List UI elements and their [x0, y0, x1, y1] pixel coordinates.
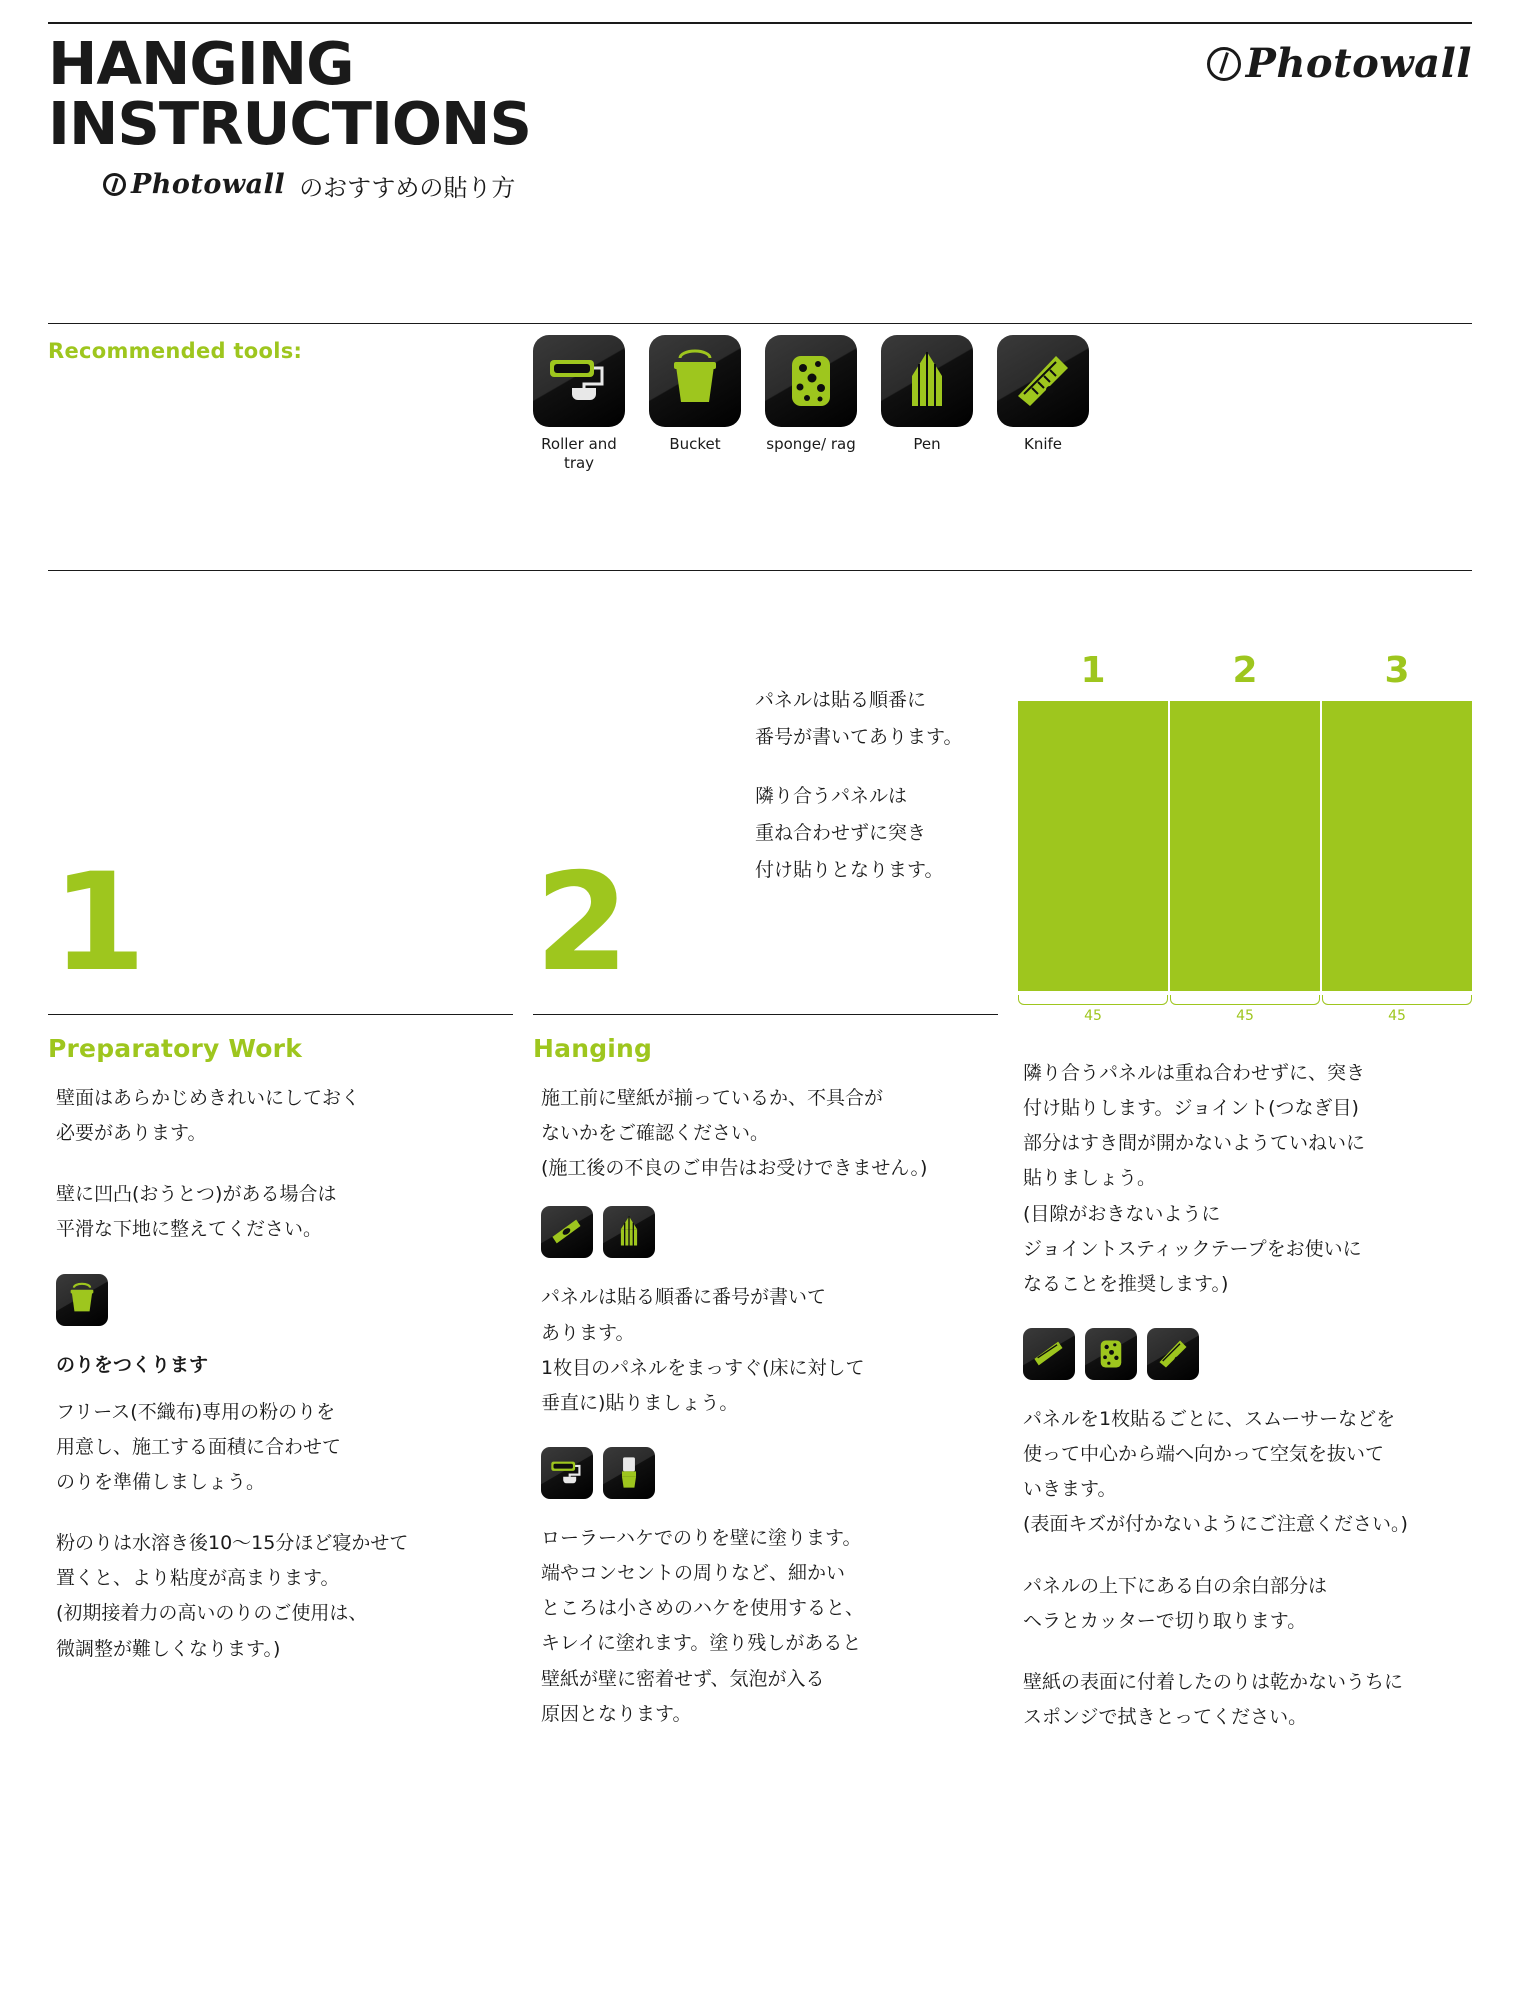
c3p4l2: スポンジで拭きとってください。	[1023, 1705, 1308, 1728]
spirit-level-icon	[541, 1206, 593, 1258]
panel-box-2	[1170, 701, 1320, 991]
c2p1l2: ないかをご確認ください。	[541, 1122, 770, 1145]
panel-width-braces	[1018, 995, 1472, 1024]
subtitle-japanese: のおすすめの貼り方	[299, 174, 516, 203]
c2p1l1: 施工前に壁紙が揃っているか、不具合が	[541, 1087, 884, 1109]
column3-paragraph-1	[1015, 1056, 1485, 1302]
panel-width-label-3: 45	[1388, 1008, 1406, 1024]
c3p1l7: なることを推奨します。)	[1023, 1272, 1229, 1295]
sponge-icon	[1085, 1328, 1137, 1380]
tool-sponge	[765, 335, 857, 473]
c3p2l4: (表面キズが付かないようにご注意ください。)	[1023, 1513, 1408, 1536]
bucket-icon	[649, 335, 741, 427]
c1p3l1: フリース(不織布)専用の粉のりを	[56, 1400, 336, 1423]
panel-note-line1: パネルは貼る順番に	[755, 689, 927, 711]
brush-icon	[603, 1447, 655, 1499]
panel-box-3	[1322, 701, 1472, 991]
column1-paragraph-4	[48, 1526, 513, 1667]
page-title-line1: HANGING	[48, 29, 354, 98]
c2p3l5: 壁紙が壁に密着せず、気泡が入る	[541, 1667, 825, 1690]
panel-box-1	[1018, 701, 1168, 991]
panel-boxes	[1018, 701, 1472, 991]
tool-pen	[881, 335, 973, 473]
column1-paragraph-2	[48, 1177, 513, 1247]
paint-roller-icon	[541, 1447, 593, 1499]
page-header	[48, 29, 531, 203]
tool-roller	[533, 335, 625, 473]
utility-knife-icon	[997, 335, 1089, 427]
pencil-icon	[603, 1206, 655, 1258]
column3-paragraph-3	[1015, 1569, 1485, 1639]
tools-divider	[48, 323, 1472, 324]
c3p1l1: 隣り合うパネルは重ね合わせずに、突き	[1023, 1062, 1366, 1084]
sponge-icon	[765, 335, 857, 427]
panel-number-1: 1	[1080, 650, 1106, 691]
c3p3l1: パネルの上下にある白の余白部分は	[1023, 1574, 1328, 1597]
c2p2l4: 垂直に)貼りましょう。	[541, 1391, 739, 1414]
column1-heading: Preparatory Work	[48, 1034, 303, 1063]
c1p3l3: のりを準備しましょう。	[56, 1470, 266, 1493]
c1p1l2: 必要があります。	[56, 1122, 207, 1145]
c2p2l2: あります。	[541, 1321, 635, 1344]
column2-paragraph-3	[533, 1521, 998, 1732]
c3p1l4: 貼りましょう。	[1023, 1167, 1157, 1190]
column2-heading: Hanging	[533, 1034, 653, 1063]
c2p3l2: 端やコンセントの周りなど、細かい	[541, 1562, 846, 1585]
panel-width-2	[1170, 995, 1320, 1024]
c2p1l3: (施工後の不良のご申告はお受けできません。)	[541, 1157, 928, 1180]
photowall-logo-text: Photowall	[131, 169, 286, 201]
panel-diagram	[1018, 650, 1472, 1024]
c1p4l4: 微調整が難しくなります。)	[56, 1637, 281, 1660]
column1-paragraph-1	[48, 1081, 513, 1151]
column3-icon-row	[1023, 1328, 1485, 1380]
c2p3l3: ところは小さめのハケを使用すると、	[541, 1597, 865, 1620]
c3p1l3: 部分はすき間が開かないようていねいに	[1023, 1132, 1366, 1155]
tool-bucket	[649, 335, 741, 473]
c3p2l3: いきます。	[1023, 1478, 1117, 1501]
tool-pen-caption: Pen	[913, 435, 941, 453]
column2-paragraph-1	[533, 1081, 998, 1186]
photowall-logo-header-text: Photowall	[1245, 40, 1472, 87]
column3-paragraph-4	[1015, 1665, 1485, 1735]
panel-note-line5: 付け貼りとなります。	[755, 859, 944, 882]
paint-roller-icon	[533, 335, 625, 427]
c1p2l1: 壁に凹凸(おうとつ)がある場合は	[56, 1183, 337, 1206]
c2p3l6: 原因となります。	[541, 1702, 692, 1725]
c3p1l5: (目隙がおきないように	[1023, 1202, 1221, 1225]
c2p3l4: キレイに塗れます。塗り残しがあると	[541, 1632, 862, 1655]
column-preparatory-work	[48, 1034, 513, 1693]
subtitle-row	[103, 168, 531, 203]
panel-width-label-2: 45	[1236, 1008, 1254, 1024]
panel-note	[755, 682, 962, 889]
column2-icon-row-1	[541, 1206, 998, 1258]
panel-note-line3: 隣り合うパネルは	[755, 785, 908, 808]
column1-bold-heading: のりをつくります	[56, 1353, 209, 1376]
page-title-line2: INSTRUCTIONS	[48, 89, 531, 159]
c3p3l2: ヘラとカッターで切り取ります。	[1023, 1609, 1307, 1632]
column1-paragraph-3	[48, 1395, 513, 1500]
c1p4l1: 粉のりは水溶き後10〜15分ほど寝かせて	[56, 1532, 409, 1555]
c1p4l2: 置くと、より粘度が高まります。	[56, 1567, 340, 1590]
column-joining	[1015, 1056, 1485, 1761]
bucket-icon	[56, 1274, 108, 1326]
column2-icon-row-2	[541, 1447, 998, 1499]
column2-divider	[533, 1014, 998, 1015]
c2p3l1: ローラーハケでのりを壁に塗ります。	[541, 1526, 862, 1549]
column1-divider	[48, 1014, 513, 1015]
c3p2l2: 使って中心から端へ向かって空気を抜いて	[1023, 1443, 1385, 1466]
tool-sponge-caption: sponge/ rag	[766, 435, 856, 453]
c2p2l3: 1枚目のパネルをまっすぐ(床に対して	[541, 1356, 865, 1379]
panel-note-line2: 番号が書いてあります。	[755, 726, 963, 749]
c1p3l2: 用意し、施工する面積に合わせて	[56, 1435, 342, 1458]
panel-width-3	[1322, 995, 1472, 1024]
panel-note-line4: 重ね合わせずに突き	[755, 822, 927, 845]
column2-paragraph-2	[533, 1280, 998, 1421]
smoother-icon	[1023, 1328, 1075, 1380]
step-number-1: 1	[52, 844, 146, 1001]
tool-bucket-caption: Bucket	[669, 435, 721, 453]
column3-paragraph-2	[1015, 1402, 1485, 1543]
step-number-2: 2	[535, 844, 629, 1001]
column-hanging	[533, 1034, 998, 1758]
c1p1l1: 壁面はあらかじめきれいにしておく	[56, 1087, 361, 1109]
utility-knife-icon	[1147, 1328, 1199, 1380]
panel-width-1	[1018, 995, 1168, 1024]
c1p2l2: 平滑な下地に整えてください。	[56, 1218, 323, 1241]
recommended-tools-label: Recommended tools:	[48, 339, 303, 363]
panel-width-label-1: 45	[1084, 1008, 1102, 1024]
mid-divider	[48, 570, 1472, 571]
c3p1l2: 付け貼りします。ジョイント(つなぎ目)	[1023, 1097, 1359, 1120]
recommended-tools-row	[533, 335, 1089, 473]
column1-icon-row	[56, 1274, 513, 1326]
tool-knife-caption: Knife	[1023, 435, 1063, 453]
panel-number-2: 2	[1232, 650, 1258, 691]
c3p1l6: ジョイントスティックテープをお使いに	[1023, 1237, 1362, 1260]
panel-number-row	[1018, 650, 1472, 691]
photowall-logo-icon	[103, 169, 285, 200]
pencil-icon	[881, 335, 973, 427]
c1p4l3: (初期接着力の高いのりのご使用は、	[56, 1602, 368, 1625]
tool-roller-caption: Roller and tray	[541, 435, 617, 472]
c3p4l1: 壁紙の表面に付着したのりは乾かないうちに	[1023, 1670, 1404, 1693]
c3p2l1: パネルを1枚貼るごとに、スムーサーなどを	[1023, 1407, 1396, 1430]
panel-number-3: 3	[1384, 650, 1410, 691]
tool-knife	[997, 335, 1089, 473]
c2p2l1: パネルは貼る順番に番号が書いて	[541, 1286, 827, 1309]
photowall-logo-header-icon	[1207, 40, 1472, 87]
top-divider	[48, 22, 1472, 24]
